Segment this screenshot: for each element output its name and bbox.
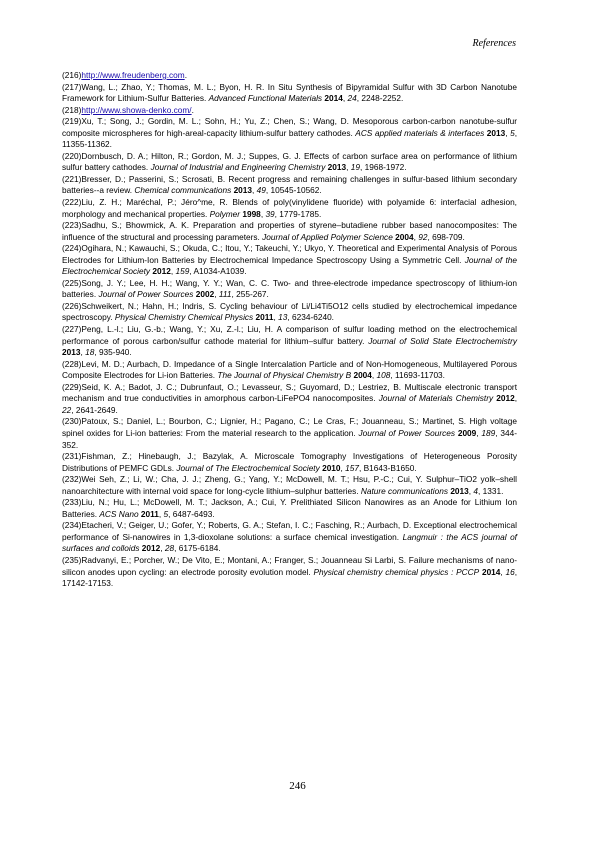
reference-text: Fishman, Z.; Hinebaugh, J.; Bazylak, A. Microscale Tomography Investigations of Heterogeneous Porosity Distributions of PEMFC GDLs. [62, 451, 517, 473]
reference-volume: 189 [481, 427, 496, 438]
reference-journal: Advanced Functional Materials [208, 93, 323, 104]
reference-number: (234) [62, 520, 82, 531]
reference-pages: , 11355-11362. [62, 127, 517, 150]
reference-entry [62, 220, 517, 243]
reference-text: Etacheri, V.; Geiger, U.; Gofer, Y.; Roberts, G. A.; Stefan, I. C.; Fasching, R.; Aurbach, D. Exceptional electrochemical performance of Si-nanowires in 1,3-dioxolane solutions: a surface chemical investigation. [62, 520, 517, 542]
reference-journal: Physical Chemistry Chemical Physics [114, 312, 254, 323]
reference-number: (227) [62, 324, 82, 335]
reference-journal: The Journal of Physical Chemistry B [217, 370, 352, 381]
reference-text: . [184, 70, 187, 80]
reference-journal: ACS applied materials & interfaces [355, 127, 485, 138]
reference-text: Peng, L.-l.; Liu, G.-b.; Wang, Y.; Xu, Z.-l.; Liu, H. A comparison of sulfur loading method on the electrochemical performance of porous carbon/sulfur cathode material for lithium–sulfur battery. [62, 324, 517, 346]
reference-volume: 13 [278, 312, 288, 323]
reference-text: Xu, T.; Song, J.; Gordin, M. L.; Sohn, H.; Yu, Z.; Chen, S.; Wang, D. Mesoporous carbon-carbon nanotube-sulfur composite microspheres for high-areal-capacity lithium-sulfur battery cathodes. [62, 116, 517, 138]
reference-text: Radvanyi, E.; Porcher, W.; De Vito, E.; Montani, A.; Franger, S.; Jouanneau Si Larbi, S. Failure mechanisms of nano-silicon anodes upon cycling: an electrode porosity evolution model. [62, 554, 517, 577]
reference-year: 2013 [450, 485, 469, 496]
reference-pages: , 11693-11703. [390, 370, 445, 381]
page-number: 246 [289, 780, 306, 792]
reference-separator: , [170, 266, 176, 277]
reference-separator: , [160, 543, 165, 554]
reference-separator: , [273, 312, 279, 323]
reference-pages: , 1331. [478, 485, 504, 496]
reference-number: (219) [62, 116, 82, 127]
reference-journal: Journal of Power Sources [98, 289, 194, 300]
reference-pages: , 1968-1972. [360, 162, 407, 173]
reference-number: (224) [62, 243, 82, 254]
reference-separator: , [413, 231, 419, 242]
reference-year: 2014 [324, 93, 343, 104]
reference-entry [62, 497, 517, 520]
reference-number: (229) [62, 381, 82, 392]
reference-year: 2011 [140, 508, 159, 519]
reference-text: Sadhu, S.; Bhowmick, A. K. Preparation and properties of styrene–butadiene rubber based nanocomposites: The influence of the structural and processing parameters. [62, 220, 517, 242]
reference-number: (217) [62, 81, 82, 92]
reference-separator: , [342, 93, 348, 104]
reference-entry [62, 301, 517, 324]
reference-journal: Journal of The Electrochemical Society [176, 462, 320, 473]
reference-journal: Journal of Materials Chemistry [378, 393, 494, 404]
reference-volume: 18 [85, 347, 95, 358]
reference-year: 2010 [322, 462, 341, 473]
reference-year: 2002 [195, 289, 215, 300]
reference-entry [62, 82, 517, 105]
reference-separator: , [476, 427, 482, 438]
reference-pages: , A1034-A1039. [189, 266, 247, 277]
reference-separator: , [80, 347, 86, 358]
reference-number: (218) [62, 104, 82, 115]
reference-number: (232) [62, 474, 82, 485]
reference-text: Wang, L.; Zhao, Y.; Thomas, M. L.; Byon, H. R. In Situ Synthesis of Bipyramidal Sulfur with 3D Carbon Nanotube Framework for Lithium-Sulfur Batteries. [62, 81, 517, 104]
reference-text: Patoux, S.; Daniel, L.; Bourbon, C.; Lignier, H.; Pagano, C.; Le Cras, F.; Jouanneau, S.; Martinet, S. High voltage spinel oxides for Li-ion batteries: From the material research to the application. [62, 416, 517, 438]
reference-journal: Journal of Power Sources [358, 427, 456, 438]
reference-separator: , [371, 370, 377, 381]
reference-number: (230) [62, 416, 82, 427]
reference-separator: , [500, 566, 506, 577]
reference-volume: 49 [256, 185, 266, 196]
reference-number: (216) [62, 70, 82, 80]
reference-volume: 19 [350, 162, 360, 173]
reference-pages: , 6234-6240. [287, 312, 334, 323]
reference-separator: , [252, 185, 257, 196]
reference-journal: Polymer [209, 208, 241, 219]
reference-number: (233) [62, 497, 82, 508]
reference-year: 2004 [395, 231, 414, 242]
reference-number: (222) [62, 197, 82, 208]
reference-text: . [191, 104, 194, 115]
reference-journal: Langmuir : the ACS journal of surfaces and colloids [62, 531, 517, 554]
reference-separator: , [514, 393, 518, 404]
reference-volume: 28 [164, 543, 175, 554]
reference-text: Song, J. Y.; Lee, H. H.; Wang, Y. Y.; Wan, C. C. Two- and three-electrode impedance spectroscopy of lithium-ion batteries. [62, 277, 517, 300]
reference-number: (226) [62, 300, 82, 311]
reference-journal: ACS Nano [99, 508, 139, 519]
reference-year: 2012 [141, 543, 161, 554]
reference-pages: , 2641-2649. [71, 404, 118, 415]
reference-number: (228) [62, 358, 82, 369]
reference-volume: 157 [345, 462, 360, 473]
reference-text: Liu, Z. H.; Maréchal, P.; Jéro^me, R. Blends of poly(vinylidene fluoride) with polyamide 6: interfacial adhesion, morphology and mechanical properties. [62, 197, 517, 219]
reference-list [62, 70, 517, 590]
reference-number: (231) [62, 451, 82, 462]
reference-volume: 92 [418, 231, 428, 242]
reference-pages: , 17142-17153. [62, 566, 517, 589]
reference-journal: Journal of Applied Polymer Science [262, 231, 393, 242]
reference-volume: 16 [505, 566, 515, 577]
reference-entry [62, 359, 517, 382]
reference-entry [62, 174, 517, 197]
reference-year: 2004 [353, 370, 372, 381]
reference-entry [62, 243, 517, 278]
reference-separator: , [214, 289, 219, 300]
reference-entry [62, 451, 517, 474]
reference-separator: , [346, 162, 351, 173]
reference-year: 2011 [255, 312, 274, 323]
reference-entry [62, 105, 517, 117]
reference-volume: 5 [163, 508, 169, 519]
reference-pages: , 344-352. [62, 427, 517, 450]
reference-separator: , [505, 127, 511, 138]
reference-volume: 111 [218, 289, 232, 300]
reference-pages: , 698-709. [427, 231, 465, 242]
reference-text: Wei Seh, Z.; Li, W.; Cha, J. J.; Zheng, G.; Yang, Y.; McDowell, M. T.; Hsu, P.-C.; Cui, Y. Sulphur–TiO2 yolk–shell nanoarchitecture with internal void space for long-cycle lithium–sulphur batteries. [62, 474, 517, 496]
reference-pages: , B1643-B1650. [359, 462, 417, 473]
reference-separator: , [340, 462, 346, 473]
reference-pages: , 255-267. [231, 289, 269, 300]
reference-volume: 22 [62, 404, 72, 415]
reference-link[interactable]: http://www.freudenberg.com [81, 70, 185, 80]
reference-entry [62, 116, 517, 151]
reference-volume: 5 [510, 127, 515, 138]
reference-volume: 39 [265, 208, 275, 219]
reference-entry [62, 555, 517, 590]
reference-text: Liu, N.; Hu, L.; McDowell, M. T.; Jackson, A.; Cui, Y. Prelithiated Silicon Nanowires as an Anode for Lithium Ion Batteries. [62, 497, 517, 519]
reference-volume: 108 [376, 370, 391, 381]
reference-number: (225) [62, 277, 82, 288]
reference-volume: 159 [175, 266, 190, 277]
reference-journal: Journal of the Electrochemical Society [62, 254, 517, 277]
reference-pages: , 10545-10562. [265, 185, 322, 196]
reference-entry [62, 197, 517, 220]
reference-year: 2012 [152, 266, 171, 277]
reference-entry [62, 416, 517, 451]
reference-year: 2012 [496, 393, 515, 404]
reference-separator: , [468, 485, 474, 496]
reference-number: (223) [62, 220, 82, 231]
reference-year: 2013 [62, 347, 81, 358]
reference-year: 2009 [457, 427, 477, 438]
reference-pages: , 6175-6184. [174, 543, 221, 554]
reference-text: Ogihara, N.; Kawauchi, S.; Okuda, C.; Itou, Y.; Takeuchi, Y.; Ukyo, Y. Theoretical and Experimental Analysis of Porous Electrodes for Lithium-Ion Batteries by Electrochemical Impedance Spectroscopy Using a Symmetric Cell. [62, 243, 517, 265]
reference-pages: , 1779-1785. [274, 208, 322, 219]
reference-pages: , 2248-2252. [356, 93, 404, 104]
reference-text: Dornbusch, D. A.; Hilton, R.; Gordon, M. J.; Suppes, G. J. Effects of carbon surface area on performance of lithium sulfur battery cathodes. [62, 150, 517, 173]
reference-number: (221) [62, 173, 82, 184]
reference-entry [62, 324, 517, 359]
reference-text: Schweikert, N.; Hahn, H.; Indris, S. Cycling behaviour of Li/Li4Ti5O12 cells studied by electrochemical impedance spectroscopy. [62, 300, 517, 323]
reference-entry [62, 278, 517, 301]
reference-journal: Physical chemistry chemical physics : PCCP [313, 566, 480, 577]
reference-entry [62, 382, 517, 417]
reference-text: Seid, K. A.; Badot, J. C.; Dubrunfaut, O.; Levasseur, S.; Guyomard, D.; Lestriez, B. Multiscale electronic transport mechanism and true conductivities in amorphous carbon-LiFePO4 nanocomposites. [62, 381, 517, 404]
reference-volume: 24 [347, 93, 357, 104]
reference-volume: 4 [473, 485, 479, 496]
reference-entry [62, 151, 517, 174]
reference-journal: Nature communications [360, 485, 448, 496]
reference-text: Levi, M. D.; Aurbach, D. Impedance of a Single Intercalation Particle and of Non-Homogeneous, Multilayered Porous Composite Electrodes for Li-ion Batteries. [62, 358, 517, 381]
reference-entry [62, 474, 517, 497]
reference-journal: Journal of Solid State Electrochemistry [368, 335, 517, 346]
reference-text: Bresser, D.; Passerini, S.; Scrosati, B. Recent progress and remaining challenges in sulfur-based lithium secondary batteries--a review. [62, 173, 517, 196]
reference-year: 1998 [242, 208, 261, 219]
reference-separator: , [260, 208, 266, 219]
reference-number: (235) [62, 554, 82, 565]
reference-journal: Journal of Industrial and Engineering Chemistry [150, 162, 326, 173]
reference-year: 2013 [327, 162, 347, 173]
reference-pages: , 6487-6493. [168, 508, 215, 519]
running-header-title: References [472, 38, 516, 49]
reference-pages: , 935-940. [94, 347, 132, 358]
reference-year: 2013 [486, 127, 506, 138]
reference-separator: , [158, 508, 164, 519]
reference-journal: Chemical communications [134, 185, 232, 196]
reference-link[interactable]: http://www.showa-denko.com/ [81, 104, 192, 115]
reference-entry [62, 70, 517, 82]
reference-year: 2013 [233, 185, 253, 196]
reference-number: (220) [62, 150, 82, 161]
reference-year: 2014 [481, 566, 501, 577]
reference-entry [62, 520, 517, 555]
